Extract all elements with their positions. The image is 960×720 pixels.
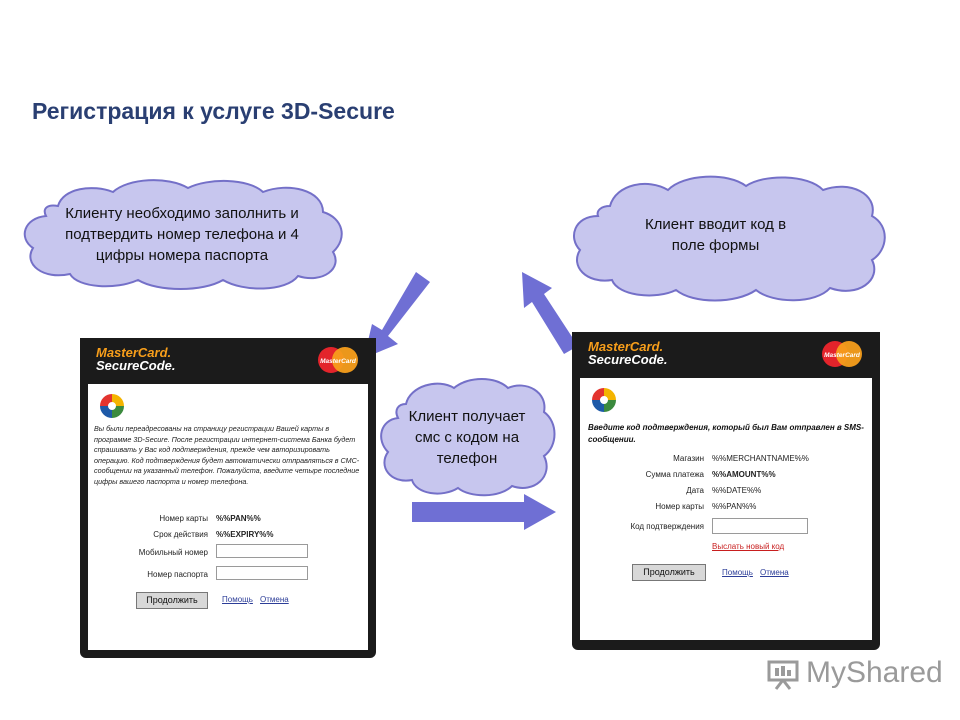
amount-value: %%AMOUNT%% xyxy=(712,470,776,479)
securecode-brand xyxy=(588,340,667,366)
mastercard-logo-icon xyxy=(316,346,360,374)
cancel-link[interactable]: Отмена xyxy=(260,595,289,604)
brand-line1: MasterCard. xyxy=(96,345,172,360)
confirmation-form-panel xyxy=(572,332,880,650)
card-label: Номер карты xyxy=(655,502,704,511)
help-link[interactable]: Помощь xyxy=(222,595,253,604)
expiry-label: Срок действия xyxy=(153,530,208,539)
mobile-label: Мобильный номер xyxy=(138,548,208,557)
date-label: Дата xyxy=(686,486,704,495)
presentation-board-icon xyxy=(766,658,800,690)
card-row xyxy=(580,502,870,514)
securecode-brand xyxy=(96,346,175,372)
shop-label: Магазин xyxy=(673,454,704,463)
shop-value: %%MERCHANTNAME%% xyxy=(712,454,809,463)
continue-button[interactable]: Продолжить xyxy=(136,592,208,609)
registration-intro-text: Вы были переадресованы на страницу регистрации Вашей карты в программе 3D-Secure. После регистрации интернет-система Банка будет спрашивать у Вас код подтверждения, прежде чем авторизировать операцию. Код подтверждения будет автоматически отправляться в СМС-сообщении на указанный телефон. Пожалуйста, введите четыре последние цифры вашего паспорта и номер телефона. xyxy=(94,424,360,486)
cloud-middle xyxy=(376,376,558,498)
amount-label: Сумма платежа xyxy=(645,470,704,479)
cloud-right-text: Клиент вводит код в поле формы xyxy=(644,216,787,254)
brand-line2: SecureCode. xyxy=(588,352,668,367)
continue-button[interactable]: Продолжить xyxy=(632,564,706,581)
panel-body xyxy=(88,384,368,650)
cloud-middle-text: Клиент получает смс с кодом на телефон xyxy=(408,407,526,467)
passport-number-input[interactable] xyxy=(216,566,308,580)
card-value: %%PAN%% xyxy=(712,502,757,511)
expiry-row xyxy=(88,530,368,542)
arrow-to-right-panel xyxy=(412,492,560,532)
mobile-number-input[interactable] xyxy=(216,544,308,558)
card-number-value: %%PAN%% xyxy=(216,514,261,523)
registration-form-panel xyxy=(80,338,376,658)
cloud-right xyxy=(568,170,888,302)
date-row xyxy=(580,486,870,498)
cloud-left-text: Клиенту необходимо заполнить и подтвердить номер телефона и 4 цифры номера паспорта xyxy=(65,204,299,264)
panel-header xyxy=(80,338,376,382)
amount-row xyxy=(580,470,870,482)
card-number-label: Номер карты xyxy=(159,514,208,523)
cloud-left xyxy=(18,176,348,292)
passport-label: Номер паспорта xyxy=(147,570,208,579)
date-value: %%DATE%% xyxy=(712,486,762,495)
securecode-swirl-icon xyxy=(98,392,126,420)
panel-header xyxy=(572,332,880,376)
mastercard-logo-label: MasterCard xyxy=(824,352,860,359)
slide-title: Регистрация к услуге 3D-Secure xyxy=(32,98,395,124)
securecode-swirl-icon xyxy=(590,386,618,414)
confirmation-code-input[interactable] xyxy=(712,518,808,534)
myshared-watermark xyxy=(766,652,943,696)
brand-line2: SecureCode. xyxy=(96,358,176,373)
mastercard-logo-icon xyxy=(820,340,864,368)
cancel-link[interactable]: Отмена xyxy=(760,568,789,577)
card-number-row xyxy=(88,514,368,526)
shop-row xyxy=(580,454,870,466)
confirmation-intro-text: Введите код подтверждения, который был Вам отправлен в SMS-сообщении. xyxy=(588,423,864,444)
code-label: Код подтверждения xyxy=(630,522,704,531)
watermark-text: MyShared xyxy=(806,656,943,689)
expiry-value: %%EXPIRY%% xyxy=(216,530,274,539)
mastercard-logo-label: MasterCard xyxy=(320,358,356,365)
brand-line1: MasterCard. xyxy=(588,339,664,354)
panel-body xyxy=(580,378,872,640)
help-link[interactable]: Помощь xyxy=(722,568,753,577)
resend-code-link[interactable]: Выслать новый код xyxy=(712,542,785,551)
